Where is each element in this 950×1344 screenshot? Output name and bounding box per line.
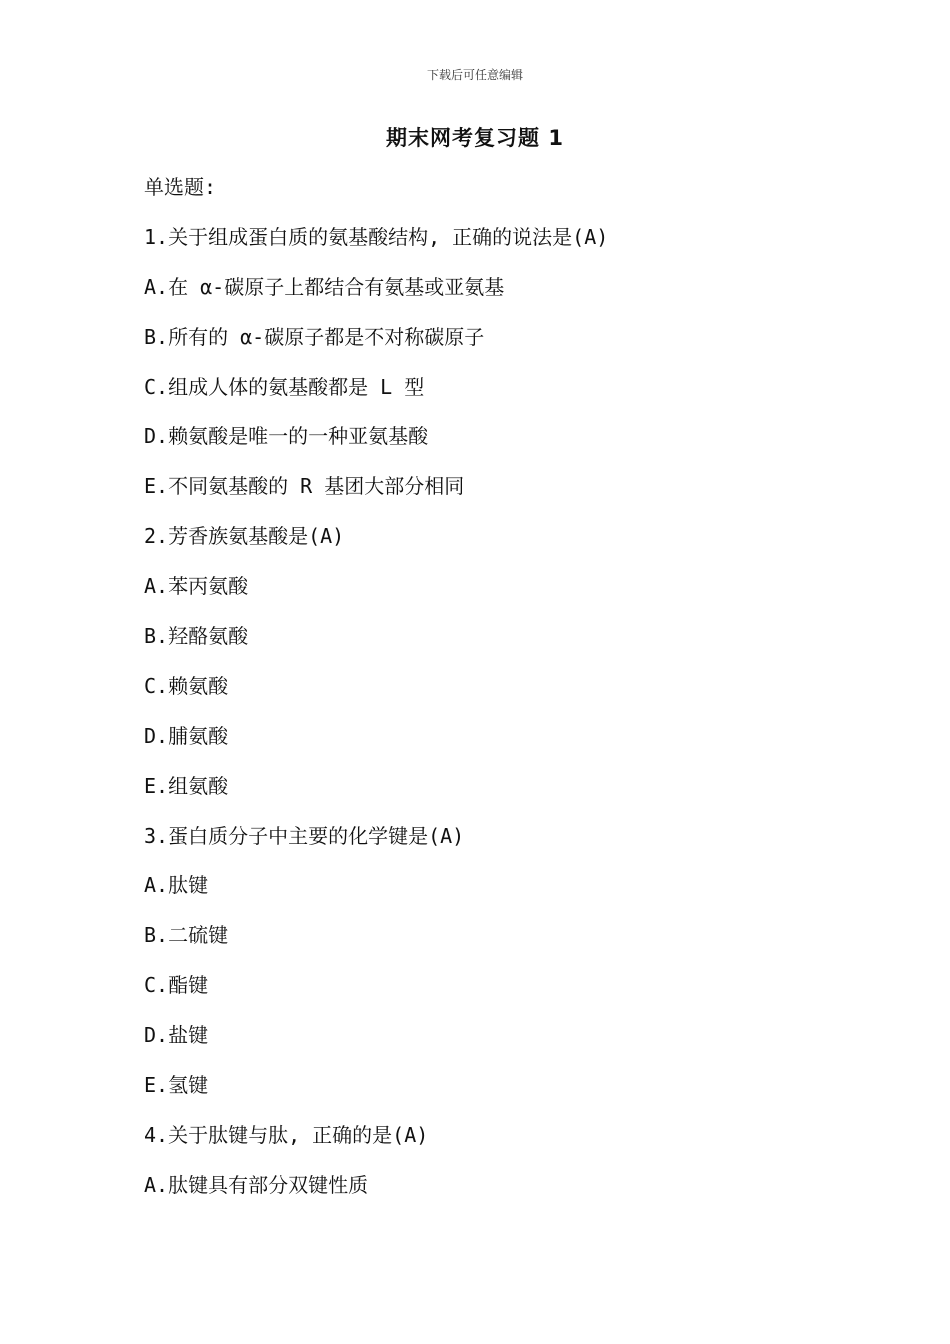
header-note: 下载后可任意编辑 xyxy=(426,68,523,82)
question-3-option-a: A.肽键 xyxy=(144,873,209,898)
question-1-option-a: A.在 α-碳原子上都结合有氨基或亚氨基 xyxy=(144,274,505,299)
question-1: 1.关于组成蛋白质的氨基酸结构, 正确的说法是(A) xyxy=(144,224,609,249)
question-3-option-e: E.氢键 xyxy=(144,1073,209,1098)
question-1-option-b: B.所有的 α-碳原子都是不对称碳原子 xyxy=(144,324,485,349)
question-2: 2.芳香族氨基酸是(A) xyxy=(144,524,345,549)
question-3-option-b: B.二硫键 xyxy=(144,923,229,948)
question-1-option-c: C.组成人体的氨基酸都是 L 型 xyxy=(144,374,425,399)
question-2-option-b: B.羟酪氨酸 xyxy=(144,624,249,649)
question-2-option-e: E.组氨酸 xyxy=(144,773,229,798)
section-label: 单选题: xyxy=(144,175,217,199)
question-1-option-e: E.不同氨基酸的 R 基团大部分相同 xyxy=(144,474,465,499)
question-3-option-c: C.酯键 xyxy=(144,973,209,998)
question-2-option-a: A.苯丙氨酸 xyxy=(144,574,249,599)
question-content xyxy=(144,171,844,1219)
question-4-option-a: A.肽键具有部分双键性质 xyxy=(144,1172,369,1197)
question-2-option-d: D.脯氨酸 xyxy=(144,723,229,748)
question-3: 3.蛋白质分子中主要的化学键是(A) xyxy=(144,823,465,848)
question-4: 4.关于肽键与肽, 正确的是(A) xyxy=(144,1122,429,1147)
question-1-option-d: D.赖氨酸是唯一的一种亚氨基酸 xyxy=(144,424,429,449)
document-title: 期末网考复习题 1 xyxy=(386,126,564,150)
question-3-option-d: D.盐键 xyxy=(144,1023,209,1048)
question-2-option-c: C.赖氨酸 xyxy=(144,673,229,698)
